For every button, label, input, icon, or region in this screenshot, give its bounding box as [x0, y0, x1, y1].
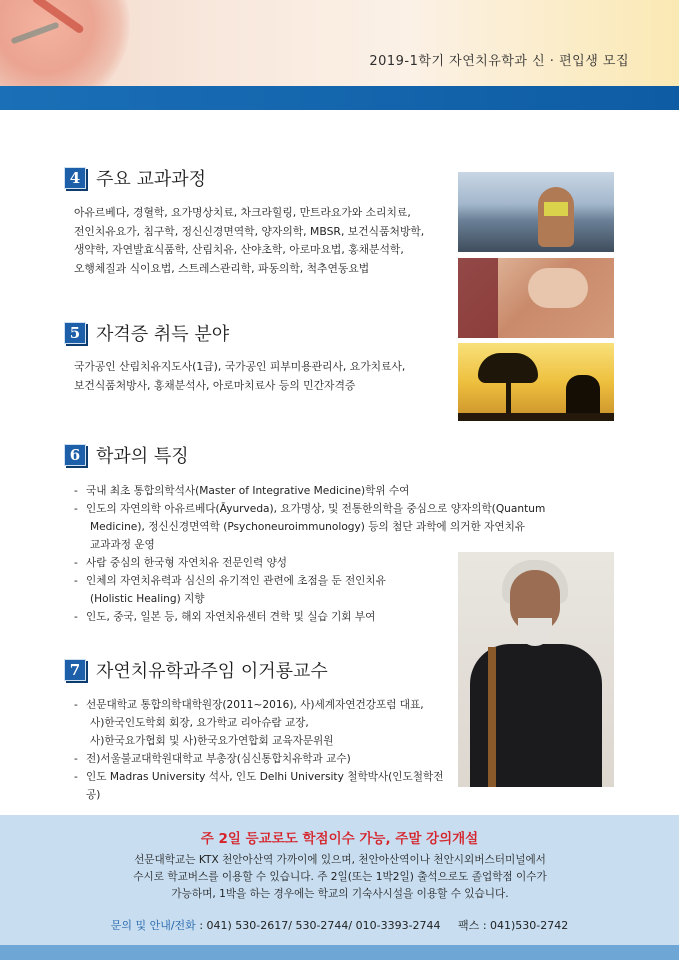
fax-label: 팩스: [458, 919, 480, 932]
contact-separator: :: [199, 919, 207, 932]
section-number-badge: 4: [64, 167, 86, 189]
list-item-text: 인체의 자연치유력과 심신의 유기적인 관련에 초점을 둔 전인치유: [86, 575, 386, 587]
header-banner: [0, 0, 679, 110]
contact-label: 문의 및 안내/전화: [110, 919, 196, 932]
photo-figure: [538, 187, 574, 247]
section-title: 자연치유학과주임 이거룡교수: [96, 661, 328, 682]
section-number-badge: 7: [64, 659, 86, 681]
curriculum-text: [74, 204, 424, 278]
list-item-text: 인도, 중국, 일본 등, 해외 자연치유센터 견학 및 실습 기회 부여: [86, 611, 376, 623]
section-number-badge: 6: [64, 444, 86, 466]
contact-separator: :: [482, 919, 491, 932]
text-line: 국가공인 산림치유지도사(1급), 국가공인 피부미용관리사, 요가치료사,: [74, 360, 406, 373]
list-item: [74, 500, 594, 554]
list-item-text: 전)서울불교대학원대학교 부총장(심신통합치유학과 교수): [86, 753, 351, 765]
footer-body: [60, 852, 620, 903]
massage-photo: [458, 258, 614, 338]
list-item-text: 사)한국인도학회 회장, 요가학교 리아슈람 교장,: [90, 717, 309, 729]
fax-number: 041)530-2742: [490, 919, 569, 932]
text-line: 아유르베다, 경혈학, 요가명상치료, 차크라힐링, 만트라요가와 소리치료,: [74, 206, 411, 219]
section-heading-professor: [64, 657, 328, 683]
text-line: 오행체질과 식이요법, 스트레스관리학, 파동의학, 척추연동요법: [74, 261, 370, 275]
text-line: 생약학, 자연발효식품학, 산림치유, 산야초학, 아로마요법, 홍채분석학,: [74, 243, 404, 256]
list-item: [74, 768, 454, 804]
certificates-text: [74, 358, 405, 395]
meditation-sunset-photo: [458, 343, 614, 421]
list-item-text: 사)한국요가협회 및 사)한국요가연합회 교육자문위원: [90, 735, 334, 747]
text-line: 선문대학교는 KTX 천안아산역 가까이에 있으며, 천안아산역이나 천안시외버스터미널에서: [134, 854, 546, 866]
section-heading-certificates: [64, 320, 229, 346]
list-item: [74, 696, 454, 750]
list-item-text: 선문대학교 통합의학대학원장(2011~2016), 사)세계자연건강포럼 대표,: [86, 699, 424, 711]
photo-figure: [488, 647, 496, 787]
footer-contact: [0, 917, 679, 933]
contact-spacer: [444, 919, 455, 932]
yoga-beach-photo: [458, 172, 614, 252]
list-item-text: (Holistic Healing) 지향: [90, 593, 205, 605]
photo-figure: [458, 258, 498, 338]
footer-headline: 주 2일 등교로도 학점이수 가능, 주말 강의개설: [200, 831, 479, 847]
list-item-text: 교과과정 운영: [90, 539, 155, 551]
list-item-text: 인도 Madras University 석사, 인도 Delhi University 철학박사(인도철학전공): [86, 771, 444, 801]
photo-figure: [544, 202, 568, 216]
list-item-text: Medicine), 정신신경면역학 (Psychoneuroimmunology) 등의 첨단 과학에 의거한 자연치유: [90, 521, 526, 533]
header-stripe: [0, 86, 679, 110]
text-line: 가능하며, 1박을 하는 경우에는 학교의 기숙사시설을 이용할 수 있습니다.: [171, 888, 509, 900]
list-item-text: 인도의 자연의학 아유르베다(Āyurveda), 요가명상, 및 전통한의학을 중심으로 양자의학(Quantum: [86, 503, 546, 515]
list-item-text: 국내 최초 통합의학석사(Master of Integrative Medicine)학위 수여: [86, 485, 410, 497]
professor-bio-list: [74, 696, 454, 804]
section-heading-curriculum: [64, 165, 206, 191]
section-heading-features: [64, 442, 189, 468]
section-title: 주요 교과과정: [96, 169, 207, 190]
contact-phones: 041) 530-2617/ 530-2744/ 010-3393-2744: [206, 919, 441, 932]
text-line: 수시로 학교버스를 이용할 수 있습니다. 주 2일(또는 1박2일) 출석으로도 졸업학점 이수가: [133, 871, 547, 883]
list-item-text: 사람 중심의 한국형 자연치유 전문인력 양성: [86, 557, 288, 569]
photo-figure: [506, 378, 511, 418]
section-title: 학과의 특징: [96, 446, 189, 467]
footer-stripe: [0, 945, 679, 960]
professor-photo: [458, 552, 614, 787]
text-line: 보건식품처방사, 홍채분석사, 아로마치료사 등의 민간자격증: [74, 378, 356, 392]
section-number-badge: 5: [64, 322, 86, 344]
photo-figure: [528, 268, 588, 308]
photo-figure: [458, 413, 614, 421]
photo-figure: [518, 618, 552, 646]
section-title: 자격증 취득 분야: [96, 324, 230, 345]
list-item: [74, 482, 594, 500]
list-item: [74, 750, 454, 768]
text-line: 전인치유요가, 침구학, 정신신경면역학, 양자의학, MBSR, 보건식품처방학,: [74, 224, 425, 238]
page-title: 2019-1학기 자연치유학과 신 · 편입생 모집: [369, 54, 629, 69]
